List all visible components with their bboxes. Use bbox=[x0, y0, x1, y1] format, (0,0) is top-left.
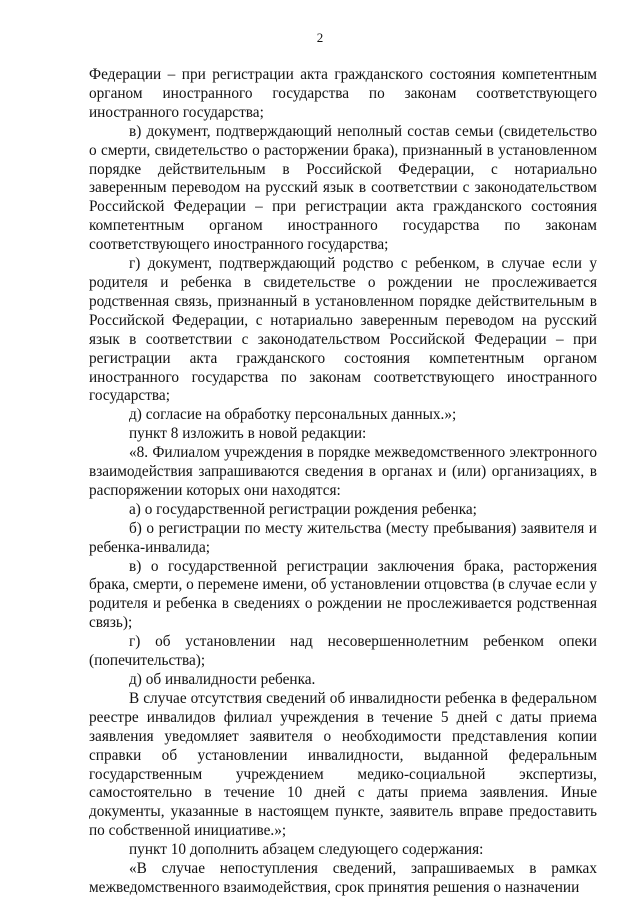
paragraph: «В случае непоступления сведений, запрашиваемых в рамках межведомственного взаимодействия, срок принятия решения о назначении bbox=[89, 860, 597, 896]
page-number: 2 bbox=[316, 30, 324, 45]
paragraph: Федерации – при регистрации акта гражданского состояния компетентным органом иностранного государства по законам соответствующего иностранного государства; bbox=[89, 66, 597, 121]
paragraph: г) об установлении над несовершеннолетним ребенком опеки (попечительства); bbox=[89, 633, 597, 670]
paragraph: «8. Филиалом учреждения в порядке межведомственного электронного взаимодействия запрашиваются сведения в органах и (или) организациях, в распоряжении которых они находятся: bbox=[89, 444, 597, 499]
paragraph: в) о государственной регистрации заключения брака, расторжения брака, смерти, о перемене имени, об установлении отцовства (в случае если у родителя и ребенка в сведениях о рождении не прослеживается родственная связь); bbox=[89, 557, 597, 632]
paragraph: д) согласие на обработку персональных данных.»; bbox=[129, 406, 457, 424]
paragraph: пункт 10 дополнить абзацем следующего содержания: bbox=[129, 841, 484, 859]
paragraph: В случае отсутствия сведений об инвалидности ребенка в федеральном реестре инвалидов филиал учреждения в течение 5 дней с даты приема заявления уведомляет заявителя о необходимости представления копии справки об установлении инвалидности, выданной федеральным государственным учреждением медико-социальной экспертизы, самостоятельно в течение 10 дней с даты приема заявления. Иные документы, указанные в настоящем пункте, заявитель вправе предоставить по собственной инициативе.»; bbox=[89, 689, 597, 840]
paragraph: в) документ, подтверждающий неполный состав семьи (свидетельство о смерти, свидетельство о расторжении брака), признанный в установленном порядке действительным в Российской Федерации, с нотариально заверенным переводом на русский язык в соответствии с законодательством Российской Федерации – при регистрации акта гражданского состояния компетентным органом иностранного государства по законам соответствующего иностранного государства; bbox=[89, 122, 597, 254]
paragraph: а) о государственной регистрации рождения ребенка; bbox=[129, 500, 477, 518]
paragraph: д) об инвалидности ребенка. bbox=[129, 671, 316, 688]
paragraph: б) о регистрации по месту жительства (месту пребывания) заявителя и ребенка-инвалида; bbox=[89, 519, 597, 556]
paragraph: пункт 8 изложить в новой редакции: bbox=[129, 425, 367, 443]
document-body bbox=[89, 66, 597, 898]
paragraph: г) документ, подтверждающий родство с ребенком, в случае если у родителя и ребенка в свидетельстве о рождении не прослеживается родственная связь, признанный в установленном порядке действительным в Российской Федерации, с нотариально заверенным переводом на русский язык в соответствии с законодательством Российской Федерации – при регистрации акта гражданского состояния компетентным органом иностранного государства по законам соответствующего иностранного государства; bbox=[89, 255, 597, 405]
